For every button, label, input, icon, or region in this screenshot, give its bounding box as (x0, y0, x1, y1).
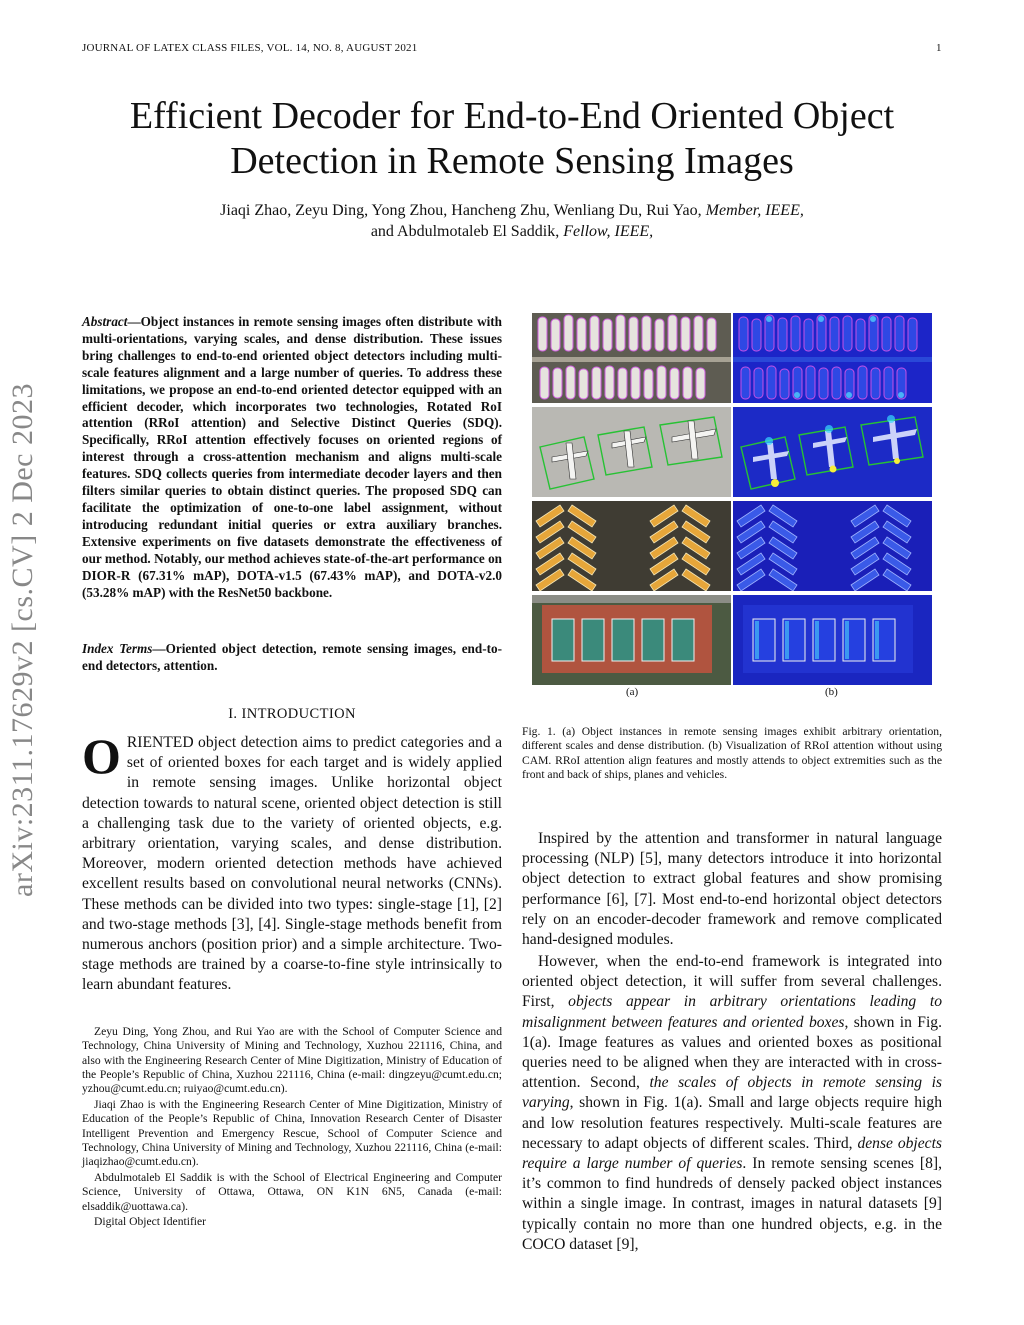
figure-1 (532, 313, 932, 685)
figure-label-b: (b) (825, 686, 838, 698)
para2-emph-2: the scales of objects in remote sensing is varying (522, 1074, 942, 1112)
figure-caption: Fig. 1. (a) Object instances in remote sensing images exhibit arbitrary orientation, different scales and dense distribution. (b) Visualization of RRoI attention without using CAM. RRoI attention align features and mostly attends to object extremities such as the front and back of ships, planes and vehicles. (522, 725, 942, 782)
running-header: JOURNAL OF LATEX CLASS FILES, VOL. 14, NO. 8, AUGUST 2021 (82, 42, 418, 54)
author-footnotes (82, 1025, 502, 1231)
figure-label-a: (a) (626, 686, 639, 698)
right-paragraph-1-text: Inspired by the attention and transformer in natural language processing (NLP) [5], many detectors introduce it into horizontal object detection to extract global features and show promising performance [6], [7]. Most end-to-end horizontal object detectors rely on an encoder-decoder framework and remove complicated hand-designed modules. (522, 830, 942, 949)
arxiv-stamp: arXiv:2311.17629v2 [cs.CV] 2 Dec 2023 (6, 383, 39, 897)
intro-paragraph (82, 728, 502, 996)
authors-role-member: Member, IEEE, (705, 202, 804, 219)
para2-emph-3: dense objects require a large number of queries (522, 1134, 942, 1173)
vehicles-image-a (532, 501, 731, 591)
vehicles-attention-b (733, 501, 932, 591)
courts-attention-b (733, 595, 932, 685)
section-heading: I. INTRODUCTION (228, 706, 356, 722)
authors-line-2: and Abdulmotaleb El Saddik, (370, 223, 560, 240)
drop-cap: O (82, 728, 121, 784)
courts-image-a (532, 595, 731, 685)
index-terms-text: —Oriented object detection, remote sensing images, end-to-end detectors, attention. (82, 641, 502, 673)
right-paragraph-1 (522, 829, 942, 950)
index-terms (82, 641, 502, 675)
index-terms-lead: Index Terms (82, 641, 153, 656)
paper-title (60, 94, 964, 184)
para2-part-a: However, when the end-to-end framework is integrated into oriented object detection, it will suffer from several challenges. First, (522, 953, 942, 1011)
para2-emph-1: objects appear in arbitrary orientations leading to misalignment between features and oriented boxes (522, 993, 942, 1031)
authors-role-fellow: Fellow, IEEE, (563, 223, 654, 240)
ships-image-a (532, 313, 731, 403)
para2-part-d: . In remote sensing scenes [8], it’s common to find hundreds of densely packed object instances within a single image. In contrast, images in natural datasets [9] typically contain no more than one hundred objects, e.g. in the COCO dataset [9], (522, 1155, 942, 1253)
title-line-1: Efficient Decoder for End-to-End Oriented Object (129, 95, 895, 137)
para2-part-b: , shown in Fig. 1(a). Image features as values and oriented boxes as positional queries need to be aligned when they are interacted with in cross-attention. Second, (522, 1013, 942, 1092)
planes-attention-b (733, 407, 932, 497)
abstract (82, 314, 502, 601)
abstract-lead: Abstract (82, 314, 128, 329)
footnote-2: Jiaqi Zhao is with the Engineering Research Center of Mine Digitization, Ministry of Education of the People’s Republic of China, Innovation Research Center of Disaster Intelligent Prevention and Emergency Rescue, School of Computer Science and Technology, China University of Mining and Technology, Xuzhou 221116, China (e-mail: jiaqizhao@cumt.edu.cn). (82, 1097, 502, 1169)
abstract-text: —Object instances in remote sensing images often distribute with multi-orientations, varying scales, and dense distribution. These issues bring challenges to end-to-end oriented object detectors including multi-scale features alignment and a large number of queries. To address these limitations, we propose an end-to-end oriented detector equipped with an efficient decoder, which incorporates two technologies, Rotated RoI attention (RRoI attention) and Selective Distinct Queries (SDQ). Specifically, RRoI attention effectively focuses on oriented regions of interest through a cross-attention mechanism and aligns multi-scale features. SDQ collects queries from intermediate decoder layers and then filters similar queries to obtain distinct queries. The proposed SDQ can facilitate the optimization of one-to-one label assignment, without introducing redundant initial queries or extra auxiliary branches. Extensive experiments on five datasets demonstrate the effectiveness of our method. Notably, our method achieves state-of-the-art performance on DIOR-R (67.31% mAP), DOTA-v1.5 (67.43% mAP), and DOTA-v2.0 (53.28% mAP) with the ResNet50 backbone. (82, 314, 502, 600)
planes-image-a (532, 407, 731, 497)
right-paragraph-2 (522, 952, 942, 1255)
page-number: 1 (936, 42, 942, 54)
footnote-4: Digital Object Identifier (94, 1215, 207, 1229)
ships-attention-b (733, 313, 932, 403)
author-list (60, 200, 964, 242)
footnote-3: Abdulmotaleb El Saddik is with the School of Electrical Engineering and Computer Science, University of Ottawa, Ottawa, ON K1N 6N5, Canada (e-mail: elsaddik@uottawa.ca). (82, 1170, 502, 1213)
authors-line-1: Jiaqi Zhao, Zeyu Ding, Yong Zhou, Hancheng Zhu, Wenliang Du, Rui Yao, (220, 202, 702, 219)
footnote-1: Zeyu Ding, Yong Zhou, and Rui Yao are with the School of Computer Science and Technology, China University of Mining and Technology, Xuzhou 221116, China, and also with the Engineering Research Center of Mine Digitization, Ministry of Education of the People’s Republic of China, Xuzhou 221116, China (e-mail: dingzeyu@cumt.edu.cn; yzhou@cumt.edu.cn; ruiyao@cumt.edu.cn). (82, 1025, 502, 1096)
para2-part-c: , shown in Fig. 1(a). Small and large objects require high and low resolution features respectively. Multi-scale features are necessary to adapt objects of different scales. Third, (522, 1094, 942, 1152)
intro-text: RIENTED object detection aims to predict categories and a set of oriented boxes for each target and is widely applied in remote sensing images. Unlike horizontal object detection towards to natural scene, oriented object detection is still a challenging task due to the variety of oriented objects, e.g. arbitrary orientation, varying scales, and dense distribution. Moreover, modern oriented detection methods have achieved excellent results based on convolutional neural networks (CNNs). These methods can be divided into two types: single-stage [1], [2] and two-stage methods [3], [4]. Single-stage methods benefit from numerous anchors (position prior) and a simple architecture. Two-stage methods are trained by a coarse-to-fine style intrinsically to learn abundant features. (82, 734, 502, 994)
title-line-2: Detection in Remote Sensing Images (230, 140, 794, 182)
